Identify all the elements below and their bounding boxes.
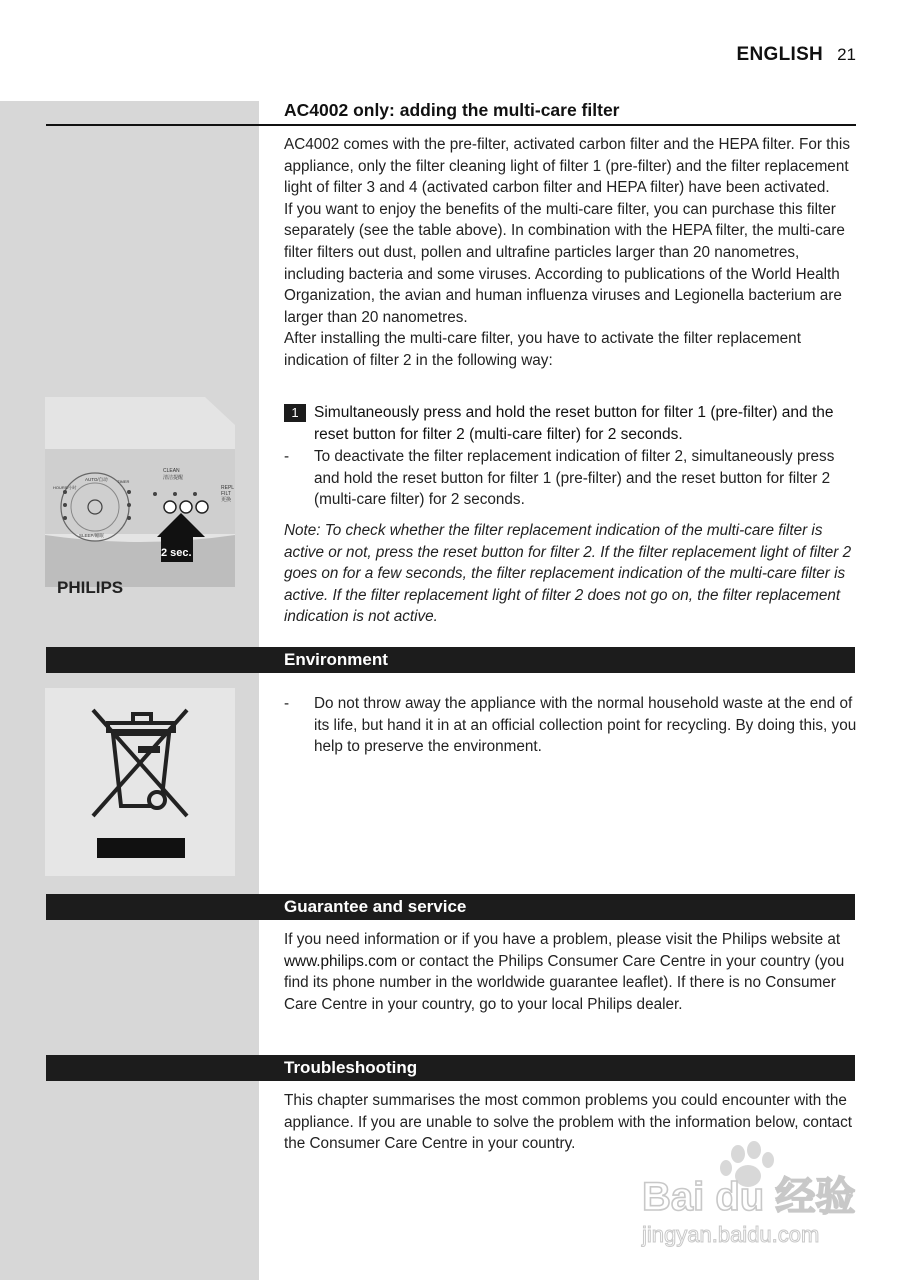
environment-text: Do not throw away the appliance with the normal household waste at the end of its life, but hand it in at an official collection point for recycling. By doing this, you help to preserve the environment. xyxy=(314,695,857,756)
step-text: Simultaneously press and hold the reset button for filter 1 (pre-filter) and the reset button for filter 2 (multi-care filter) for 2 seconds. xyxy=(314,404,834,443)
press-duration-label: 2 sec. xyxy=(161,547,192,559)
multicare-paragraph-3: After installing the multi-care filter, you have to activate the filter replacement indication of filter 2 in the following way: xyxy=(284,330,801,369)
environment-title: Environment xyxy=(284,650,388,669)
watermark-logo xyxy=(640,1140,880,1275)
guarantee-body xyxy=(284,929,859,1015)
dash-marker: - xyxy=(284,448,290,465)
guarantee-title: Guarantee and service xyxy=(284,897,467,916)
guarantee-heading-bar xyxy=(46,894,855,920)
philips-website-link[interactable]: www.philips.com xyxy=(284,952,398,970)
troubleshooting-title: Troubleshooting xyxy=(284,1058,418,1077)
language-label: ENGLISH xyxy=(736,44,824,65)
repl-label: REPL xyxy=(221,485,235,491)
watermark-url: jingyan.baidu.com xyxy=(642,1222,820,1247)
guarantee-text-before: If you need information or if you have a problem, please visit the Philips website at xyxy=(284,931,841,948)
guarantee-text-after: or contact the Philips Consumer Care Centre in your country (you find its phone number in the worldwide guarantee leaflet). If there is no Consumer Care Centre in your country, go to your local Philips dealer. xyxy=(284,952,845,1013)
deactivate-text: To deactivate the filter replacement indication of filter 2, simultaneously press and hold the reset button for filter 1 (pre-filter) and the reset button for filter 2 (multi-care filter) for 2 seconds. xyxy=(314,448,835,509)
section-divider xyxy=(46,124,856,126)
brand-logo: PHILIPS xyxy=(57,578,124,597)
filt-label: FILT xyxy=(221,491,231,497)
deactivate-item xyxy=(284,446,859,511)
multicare-paragraph-2: If you want to enjoy the benefits of the multi-care filter, you can purchase this filter separately (see the table above). In combination with the HEPA filter, the multi-care filter filters out dust, pollen and ultrafine particles larger than 20 nanometres, including bacteria and some viruses. According to publications of the World Health Organization, the avian and human influenza viruses and Legionella bacterium are larger than 20 nanometres. xyxy=(284,200,845,326)
dash-marker: - xyxy=(284,695,290,712)
multicare-note: Note: To check whether the filter replacement indication of the multi-care filter is active or not, press the reset button for filter 2. If the filter replacement light of filter 2 goes on for a few seconds, the filter replacement indication of the multi-care filter is active. If the filter replacement light of filter 2 does not go on, the filter replacement indication is not active. xyxy=(284,522,852,626)
control-panel-drawing xyxy=(45,397,235,597)
sleep-label: SLEEP/睡眠 xyxy=(79,533,104,538)
repl-cn-label: 更换 xyxy=(221,497,232,503)
clean-cn-label: 清洁提醒 xyxy=(163,475,184,481)
guarantee-paragraph xyxy=(284,929,859,1015)
crossed-bin-icon xyxy=(45,688,235,876)
multicare-body xyxy=(284,134,859,372)
baidu-watermark xyxy=(640,1140,880,1275)
page-number: 21 xyxy=(837,45,856,64)
control-panel-illustration xyxy=(45,397,235,597)
auto-label: AUTO/自动 xyxy=(85,477,108,482)
multicare-paragraph-1: AC4002 comes with the pre-filter, activated carbon filter and the HEPA filter. For this appliance, only the filter cleaning light of filter 1 (pre-filter) and the filter replacement light of filter 3 and 4 (activated carbon filter and HEPA filter) have been activated. xyxy=(284,136,850,197)
troubleshooting-body: This chapter summarises the most common problems you could encounter with the appliance. If you are unable to solve the problem with the information below, contact the Consumer Care Centre in your country. xyxy=(284,1092,853,1153)
page-header xyxy=(737,44,856,66)
multicare-section-title: AC4002 only: adding the multi-care filter xyxy=(284,100,620,120)
hours-label: HOURS/小时 xyxy=(53,485,77,490)
timer-label: TIMER xyxy=(117,479,130,484)
troubleshooting-heading-bar xyxy=(46,1055,855,1081)
step-1 xyxy=(284,402,859,445)
environment-item xyxy=(284,693,859,758)
environment-heading-bar xyxy=(46,647,855,673)
crossed-bin-illustration xyxy=(45,688,235,876)
clean-label: CLEAN xyxy=(163,468,180,474)
step-number: 1 xyxy=(284,404,306,422)
watermark-brand: Bai du 经验 xyxy=(642,1175,856,1219)
